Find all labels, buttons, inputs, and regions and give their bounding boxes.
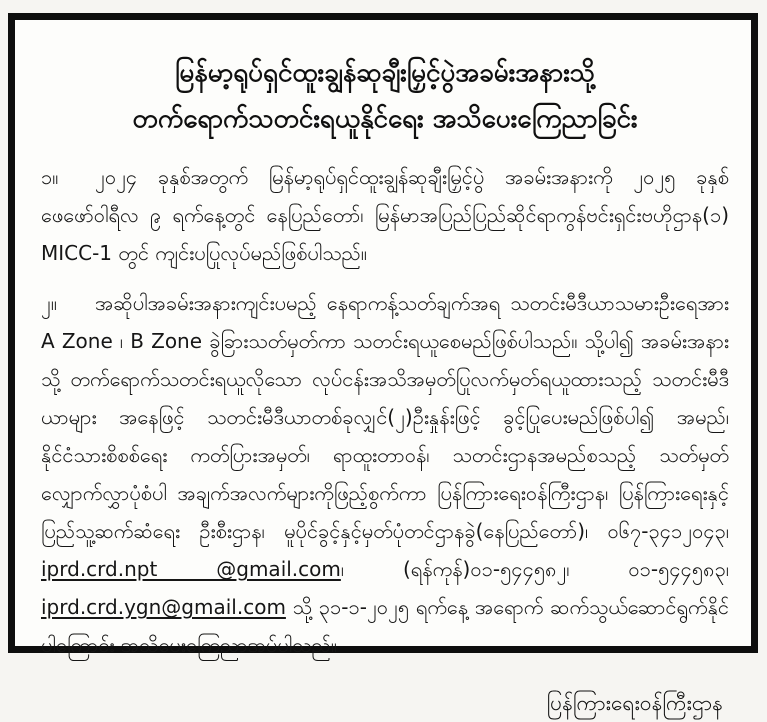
notice-content	[15, 20, 751, 722]
paragraph-2	[41, 284, 729, 664]
email-naypyitaw: iprd.crd.npt @gmail.com	[41, 557, 341, 581]
notice-title	[41, 50, 729, 142]
paragraph-1-text: ၂၀၂၄ ခုနှစ်အတွက် မြန်မာ့ရုပ်ရှင်ထူးချွန်ဆုချီးမြှင့်ပွဲ အခမ်းအနားကို ၂၀၂၅ ခုနှစ် ဖေဖော်ဝါရီလ ၉ ရက်နေ့တွင် နေပြည်တော်၊ မြန်မာအပြည်ပြည်ဆိုင်ရာကွန်ဗင်းရှင်းဗဟိုဌာန(၁) MICC-1 တွင် ကျင်းပပြုလုပ်မည်ဖြစ်ပါသည်။	[41, 165, 729, 265]
paragraph-2-text-segment-1: အဆိုပါအခမ်းအနားကျင်းပမည့် နေရာကန့်သတ်ချက်အရ သတင်းမီဒီယာသမားဦးရေအား A Zone ၊ B Zone ခွဲခြားသတ်မှတ်ကာ သတင်းရယူစေမည်ဖြစ်ပါသည်။ သို့ပါ၍ အခမ်းအနားသို့ တက်ရောက်သတင်းရယူလိုသော လုပ်ငန်းအသိအမှတ်ပြုလက်မှတ်ရယူထားသည့် သတင်းမီဒီယာများ အနေဖြင့် သတင်းမီဒီယာတစ်ခုလျှင်(၂)ဦးနှုန်းဖြင့် ခွင့်ပြုပေးမည်ဖြစ်ပါ၍ အမည်၊ နိုင်ငံသားစိစစ်ရေး ကတ်ပြားအမှတ်၊ ရာထူးတာဝန်၊ သတင်းဌာနအမည်စသည့် သတ်မှတ်လျှောက်လွှာပုံစံပါ အချက်အလက်များကိုဖြည့်စွက်ကာ ပြန်ကြားရေးဝန်ကြီးဌာန၊ ပြန်ကြားရေးနှင့်ပြည်သူ့ဆက်ဆံရေး ဦးစီးဌာန၊ မူပိုင်ခွင့်နှင့်မှတ်ပုံတင်ဌာနခွဲ(နေပြည်တော်)၊ ၀၆၇-၃၄၁၂၀၄၃၊	[41, 291, 729, 543]
title-line-2: တက်ရောက်သတင်းရယူနိုင်ရေး အသိပေးကြေညာခြင်း	[132, 104, 638, 134]
paragraph-2-text-segment-3: သို့ ၃၁-၁-၂၀၂၅ ရက်နေ့ အရောက် ဆက်သွယ်ဆောင်ရွက်နိုင်ပါကြောင်း အသိပေးကြေညာအပ်ပါသည်။	[41, 595, 729, 657]
paragraph-2-number: ၂။	[41, 291, 57, 315]
notice-body	[41, 158, 729, 664]
title-line-1: မြန်မာ့ရုပ်ရှင်ထူးချွန်ဆုချီးမြှင့်ပွဲအခမ်းအနားသို့	[175, 58, 595, 88]
paragraph-1	[41, 158, 729, 272]
notice-border-frame	[8, 13, 758, 715]
paragraph-2-text-segment-2: ၊ (ရန်ကုန်)၀၁-၅၄၄၅၈၂၊ ၀၁-၅၄၄၅၈၃၊	[340, 557, 729, 581]
email-yangon: iprd.crd.ygn@gmail.com	[41, 595, 286, 619]
paragraph-1-number: ၁။	[41, 165, 59, 189]
signature-ministry-of-information: ပြန်ကြားရေးဝန်ကြီးဌာန	[546, 691, 723, 715]
